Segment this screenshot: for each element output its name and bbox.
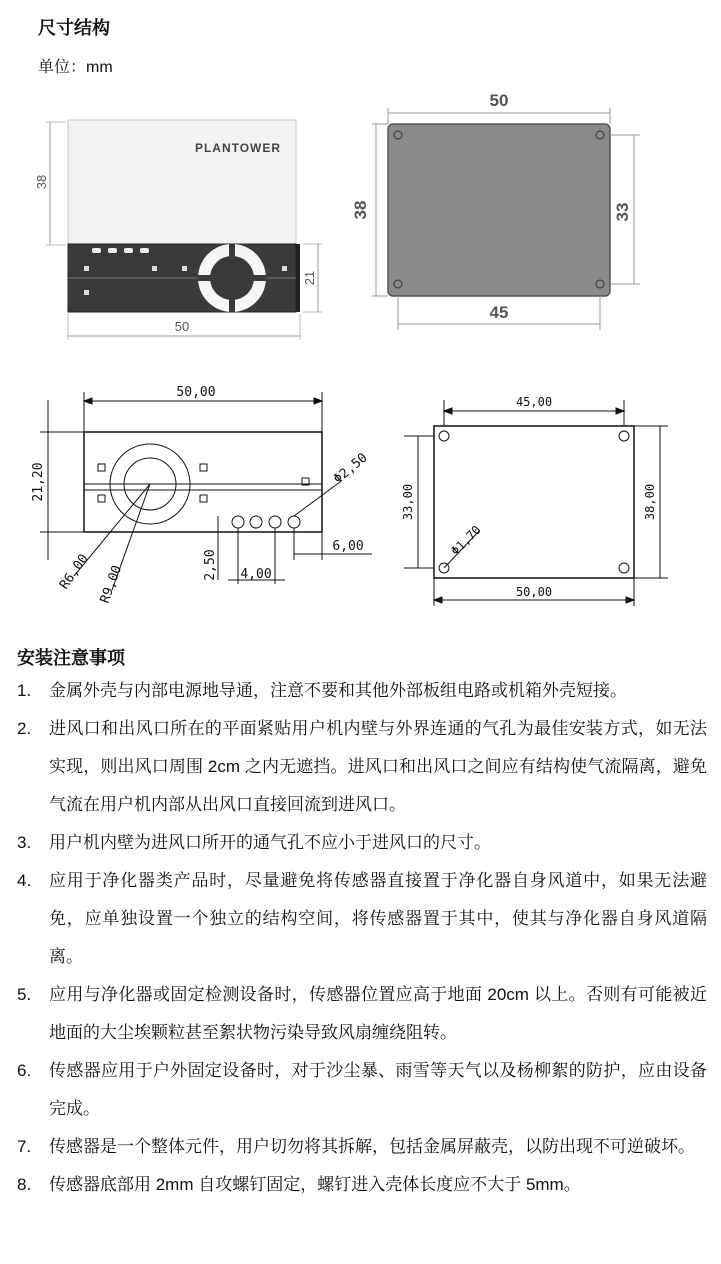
back-dim-bottom: 45 bbox=[489, 303, 509, 322]
back-dim-top: 50 bbox=[489, 91, 509, 110]
product-dim-width: 50 bbox=[174, 319, 190, 334]
list-item-text: 进风口和出风口所在的平面紧贴用户机内壁与外界连通的气孔为最佳安装方式，如无法实现，则出风口周围 2cm 之内无遮挡。进风口和出风口之间应有结构使气流隔离，避免气流在用户机内部从出风口直接回流到进风口。 bbox=[49, 719, 707, 814]
list-item bbox=[17, 672, 707, 710]
list-item bbox=[17, 1052, 707, 1128]
list-item-number: 2. bbox=[17, 719, 32, 738]
list-item bbox=[17, 710, 707, 824]
list-item-number: 3. bbox=[17, 833, 32, 852]
brand-logo-text: PLANTOWER bbox=[194, 141, 282, 155]
mount-hole bbox=[439, 431, 449, 441]
back-plate bbox=[388, 124, 610, 296]
front-dim-width: 50,00 bbox=[176, 385, 216, 400]
pin-hole bbox=[269, 516, 281, 528]
back-tech-dim-bottom: 50,00 bbox=[515, 585, 553, 599]
list-item-text: 应用与净化器或固定检测设备时，传感器位置应高于地面 20cm 以上。否则有可能被近地面的大尘埃颗粒甚至絮状物污染导致风扇缠绕阻转。 bbox=[49, 985, 707, 1042]
port-hole bbox=[92, 248, 101, 253]
back-tech-dim-outer: 38,00 bbox=[643, 483, 657, 521]
list-item bbox=[17, 824, 707, 862]
mount-hole bbox=[619, 431, 629, 441]
front-dim-r9: R9,00 bbox=[97, 563, 126, 606]
list-item-number: 6. bbox=[17, 1061, 32, 1080]
product-dim-height: 38 bbox=[34, 174, 49, 190]
product-dim-lower: 21 bbox=[302, 270, 317, 286]
back-view bbox=[351, 91, 640, 330]
port-hole bbox=[124, 248, 133, 253]
front-dim-hole: Φ2,50 bbox=[330, 450, 371, 488]
port-hole bbox=[140, 248, 149, 253]
unit-label: 单位：mm bbox=[38, 59, 113, 76]
mount-hole bbox=[619, 563, 629, 573]
list-item-text: 用户机内壁为进风口所开的通气孔不应小于进风口的尺寸。 bbox=[49, 833, 491, 852]
list-item-number: 4. bbox=[17, 871, 32, 890]
front-dim-offset: 4,00 bbox=[240, 567, 272, 582]
fan-vent-icon bbox=[198, 244, 266, 312]
back-tech-dim-hole: Φ1,70 bbox=[448, 522, 484, 559]
section-title-dimensions: 尺寸结构 bbox=[38, 18, 110, 38]
back-tech-drawing bbox=[401, 395, 668, 606]
list-item-text: 金属外壳与内部电源地导通，注意不要和其他外部板组电路或机箱外壳短接。 bbox=[49, 681, 627, 700]
installation-notes-list bbox=[17, 672, 707, 1204]
back-tech-dim-top: 45,00 bbox=[515, 395, 553, 409]
front-outline bbox=[84, 432, 322, 532]
pin-hole bbox=[250, 516, 262, 528]
list-item-number: 1. bbox=[17, 681, 32, 700]
front-dim-right: 6,00 bbox=[332, 539, 364, 554]
front-dim-height: 21,20 bbox=[31, 462, 46, 502]
list-item bbox=[17, 976, 707, 1052]
pin-hole bbox=[232, 516, 244, 528]
section-title-notes: 安装注意事项 bbox=[17, 648, 125, 668]
list-item-number: 5. bbox=[17, 985, 32, 1004]
sensor-top-shell bbox=[68, 120, 296, 244]
list-item-number: 8. bbox=[17, 1175, 32, 1194]
front-tech-drawing bbox=[31, 385, 372, 605]
back-tech-dim-inner: 33,00 bbox=[401, 483, 415, 521]
port-hole bbox=[108, 248, 117, 253]
product-view bbox=[34, 120, 322, 340]
front-dim-r6: R6,00 bbox=[56, 551, 92, 593]
list-item bbox=[17, 862, 707, 976]
pin-hole bbox=[288, 516, 300, 528]
list-item bbox=[17, 1128, 707, 1166]
back-dim-left: 38 bbox=[351, 200, 370, 220]
list-item-number: 7. bbox=[17, 1137, 32, 1156]
list-item-text: 传感器应用于户外固定设备时，对于沙尘暴、雨雪等天气以及杨柳絮的防护，应由设备完成。 bbox=[49, 1061, 707, 1118]
list-item-text: 应用于净化器类产品时，尽量避免将传感器直接置于净化器自身风道中，如果无法避免，应单独设置一个独立的结构空间，将传感器置于其中，使其与净化器自身风道隔离。 bbox=[49, 871, 707, 966]
front-dim-pitch: 2,50 bbox=[203, 549, 218, 581]
list-item bbox=[17, 1166, 707, 1204]
back-tech-outline bbox=[434, 426, 634, 578]
list-item-text: 传感器底部用 2mm 自攻螺钉固定，螺钉进入壳体长度应不大于 5mm。 bbox=[49, 1175, 581, 1194]
back-dim-right: 33 bbox=[613, 202, 632, 222]
list-item-text: 传感器是一个整体元件，用户切勿将其拆解，包括金属屏蔽壳，以防出现不可逆破坏。 bbox=[49, 1137, 695, 1156]
